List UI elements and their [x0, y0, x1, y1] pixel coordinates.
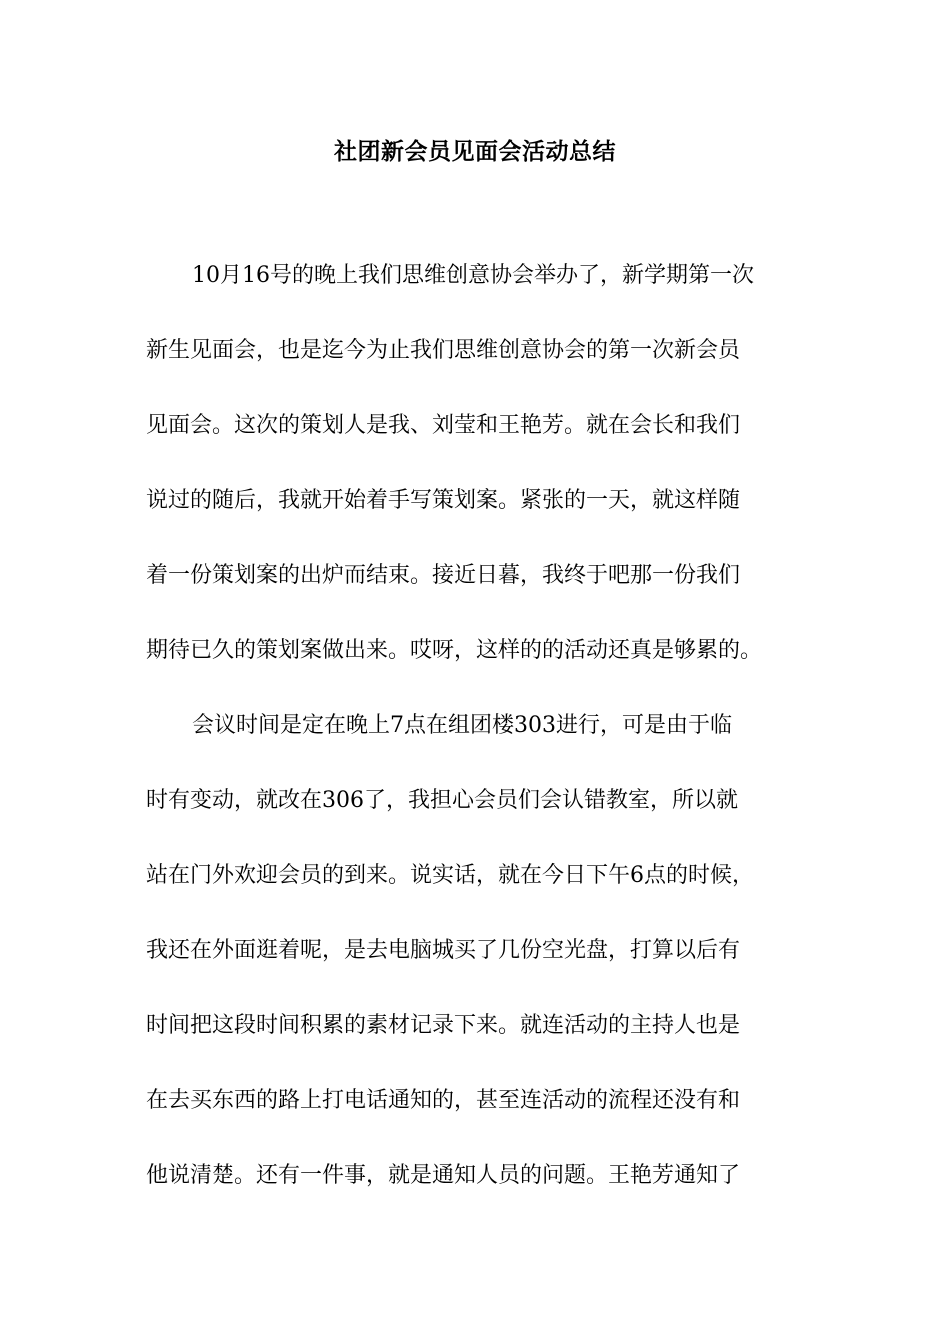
paragraph-line: 时有变动，就改在306了，我担心会员们会认错教室，所以就	[146, 788, 738, 813]
paragraph-line: 新生见面会，也是迄今为止我们思维创意协会的第一次新会员	[146, 338, 741, 363]
paragraph-line: 期待已久的策划案做出来。哎呀，这样的的活动还真是够累的。	[146, 638, 763, 663]
paragraph-line: 会议时间是定在晚上7点在组团楼303进行，可是由于临	[192, 713, 732, 738]
document-title: 社团新会员见面会活动总结	[334, 138, 616, 165]
paragraph-line: 我还在外面逛着呢，是去电脑城买了几份空光盘，打算以后有	[146, 938, 741, 963]
paragraph-line: 说过的随后，我就开始着手写策划案。紧张的一天，就这样随	[146, 488, 741, 513]
paragraph-line: 时间把这段时间积累的素材记录下来。就连活动的主持人也是	[146, 1013, 741, 1038]
paragraph-line: 他说清楚。还有一件事，就是通知人员的问题。王艳芳通知了	[146, 1163, 741, 1188]
paragraph-line: 站在门外欢迎会员的到来。说实话，就在今日下午6点的时候，	[146, 863, 754, 888]
paragraph-line: 着一份策划案的出炉而结束。接近日暮，我终于吧那一份我们	[146, 563, 741, 588]
paragraph-line: 见面会。这次的策划人是我、刘莹和王艳芳。就在会长和我们	[146, 413, 741, 438]
paragraph-line: 在去买东西的路上打电话通知的，甚至连活动的流程还没有和	[146, 1088, 741, 1113]
paragraph-line: 10月16号的晚上我们思维创意协会举办了，新学期第一次	[192, 263, 754, 288]
